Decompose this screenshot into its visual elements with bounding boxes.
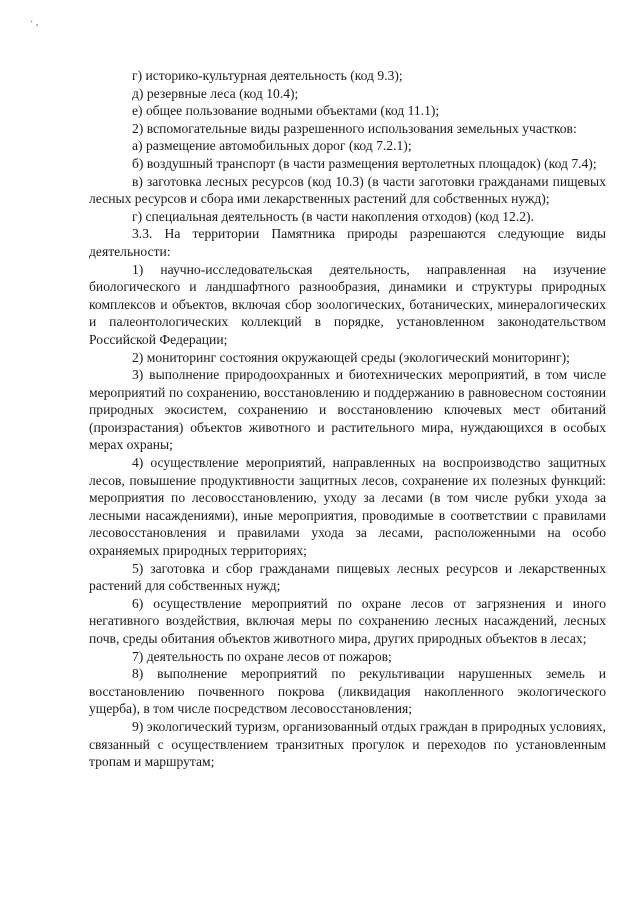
- list-item-5-gathering: 5) заготовка и сбор гражданами пищевых лесных ресурсов и лекарственных растений для собственных нужд;: [89, 560, 606, 594]
- list-item-1-research: 1) научно-исследовательская деятельность, направленная на изучение биологического и ландшафтного разнообразия, динамики и структуры природных комплексов и объектов, включая сбор зоологических, ботанических, минералогических и палеонтологических коллекций в порядке, установленном законодательством Российской Федерации;: [89, 261, 606, 347]
- paragraph-reserve-forests: д) резервные леса (код 10.4);: [132, 85, 299, 101]
- paragraph-auxiliary-uses-heading: 2) вспомогательные виды разрешенного использования земельных участков:: [132, 120, 577, 136]
- list-item-9-ecotourism: 9) экологический туризм, организованный отдых граждан в природных условиях, связанный с осуществлением транзитных прогулок и переходов по установленным тропам и маршрутам;: [89, 718, 606, 770]
- paragraph-special-activity: г) специальная деятельность (в части накопления отходов) (код 12.2).: [132, 208, 534, 224]
- paragraph-water-use: е) общее пользование водными объектами (код 11.1);: [132, 103, 440, 119]
- list-item-6-forest-protection: 6) осуществление мероприятий по охране лесов от загрязнения и иного негативного воздействия, включая меры по сохранению лесных насаждений, лесных почв, среды обитания объектов животного мира, других природных объектов в лесах;: [89, 595, 606, 646]
- list-item-7-fire-protection: 7) деятельность по охране лесов от пожаров;: [132, 648, 392, 664]
- paragraph-roads: а) размещение автомобильных дорог (код 7.2.1);: [132, 138, 412, 154]
- paragraph-air-transport: б) воздушный транспорт (в части размещения вертолетных площадок) (код 7.4);: [132, 155, 597, 171]
- paragraph-historical-cultural: г) историко-культурная деятельность (код 9.3);: [132, 68, 403, 83]
- list-item-2-monitoring: 2) мониторинг состояния окружающей среды (экологический мониторинг);: [132, 349, 570, 365]
- paragraph-section-3-3: 3.3. На территории Памятника природы разрешаются следующие виды деятельности:: [89, 226, 606, 259]
- paragraph-forest-harvesting: в) заготовка лесных ресурсов (код 10.3) (в части заготовки гражданами пищевых лесных ресурсов и сбора ими лекарственных растений для собственных нужд);: [89, 173, 606, 207]
- list-item-8-recultivation: 8) выполнение мероприятий по рекультивации нарушенных земель и восстановлению почвенного покрова (ликвидация накопленного экологического ущерба), в том числе посредством лесовосстановления;: [89, 666, 606, 717]
- list-item-3-conservation: 3) выполнение природоохранных и биотехнических мероприятий, в том числе мероприятий по сохранению, восстановлению и поддержанию в равновесном состоянии природных экосистем, сохранению и восстановлению ключевых мест обитаний (произрастания) объектов животного и растительного мира, нуждающихся в особых мерах охраны;: [89, 367, 606, 453]
- scan-corner-mark: · ,: [30, 17, 39, 28]
- list-item-4-forest-reproduction: 4) осуществление мероприятий, направленных на воспроизводство защитных лесов, повышение продуктивности защитных лесов, сохранение их полезных функций: мероприятия по лесовосстановлению, уходу за лесами (в том числе рубки ухода за лесными насаждениями), иные мероприятия, проводимые в соответствии с правилами лесовосстановления и правилами ухода за лесами, расположенными на особо охраняемых природных территориях;: [89, 455, 606, 559]
